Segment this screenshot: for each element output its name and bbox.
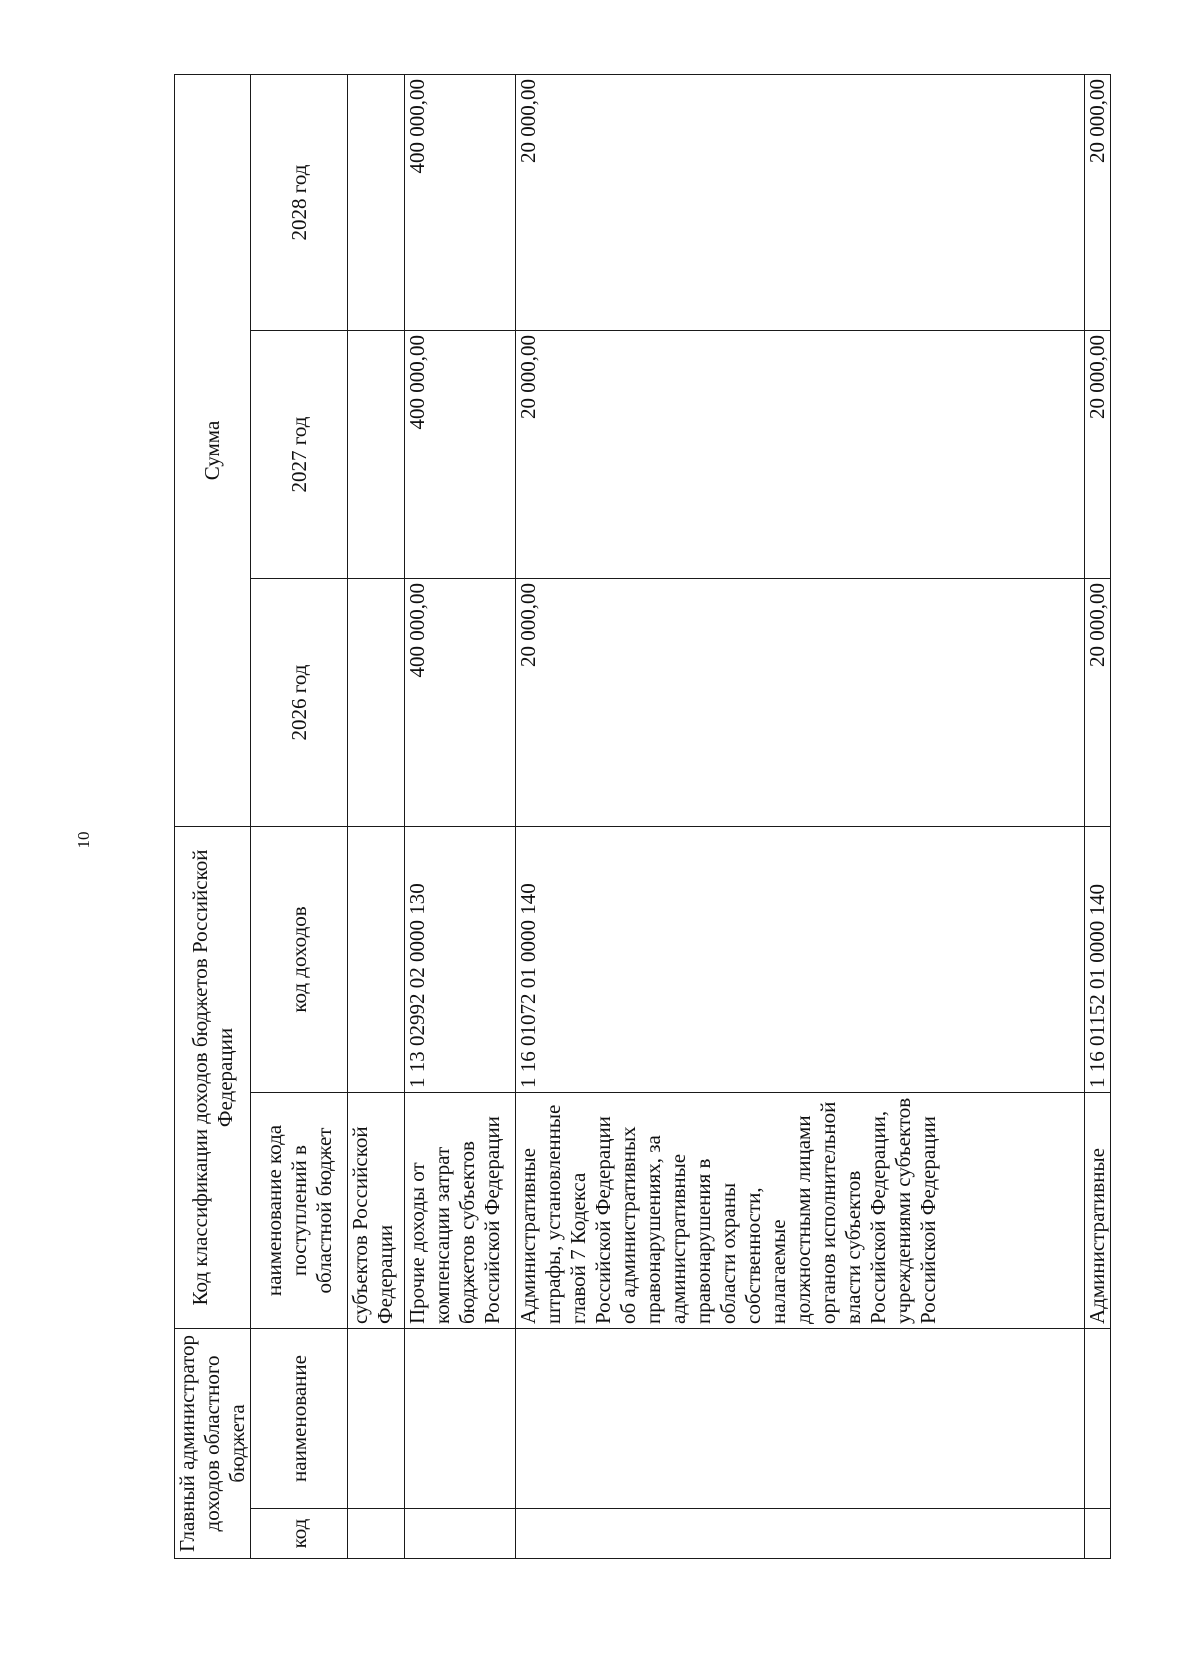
header-income-code: код доходов: [251, 826, 348, 1092]
cell-2026: 20 000,00: [516, 578, 1085, 826]
header-2028: 2028 год: [251, 74, 348, 330]
header-name: наименование: [251, 1329, 348, 1509]
header-sum-group: Сумма: [175, 74, 251, 826]
cell-code: [348, 1509, 405, 1559]
header-row-columns: [251, 74, 348, 1558]
header-receipt-name: наименование кода поступлений в областной бюджет: [251, 1093, 348, 1329]
page-number: 10: [74, 831, 93, 849]
cell-2028: 400 000,00: [405, 74, 516, 330]
cell-2027: 400 000,00: [405, 330, 516, 578]
table-row: [405, 74, 516, 1558]
cell-name: [516, 1329, 1085, 1509]
cell-2028: 20 000,00: [516, 74, 1085, 330]
header-row-groups: [175, 74, 251, 1558]
cell-code: [1085, 1509, 1111, 1559]
header-classification-group: Код классификации доходов бюджетов Российской Федерации: [175, 826, 251, 1328]
table-row: [516, 74, 1085, 1558]
header-code: код: [251, 1509, 348, 1559]
rotated-page: [0, 78, 1200, 1669]
cell-receipt-name: Административные штрафы, установленные главой 7 Кодекса Российской Федерации об административных правонарушениях, за административные правонарушения в области охраны собственности, налагаемые должностными лицами органов исполнительной власти субъектов Российской Федерации, учреждениями субъектов Российской Федерации: [516, 1093, 1085, 1329]
cell-2026: [348, 578, 405, 826]
cell-2028: 20 000,00: [1085, 74, 1111, 330]
cell-income-code: 1 13 02992 02 0000 130: [405, 826, 516, 1092]
cell-income-code: 1 16 01072 01 0000 140: [516, 826, 1085, 1092]
cell-income-code: 1 16 01152 01 0000 140: [1085, 826, 1111, 1092]
header-2026: 2026 год: [251, 578, 348, 826]
cell-code: [405, 1509, 516, 1559]
cell-receipt-name: Прочие доходы от компенсации затрат бюджетов субъектов Российской Федерации: [405, 1093, 516, 1329]
table-row: [1085, 74, 1111, 1558]
cell-income-code: [348, 826, 405, 1092]
cell-code: [516, 1509, 1085, 1559]
header-admin-group: Главный администратор доходов областного бюджета: [175, 1329, 251, 1559]
cell-2027: [348, 330, 405, 578]
cell-name: [1085, 1329, 1111, 1509]
cell-name: [348, 1329, 405, 1509]
cell-name: [405, 1329, 516, 1509]
cell-2027: 20 000,00: [516, 330, 1085, 578]
cell-2026: 20 000,00: [1085, 578, 1111, 826]
table-row: [348, 74, 405, 1558]
revenue-table: [174, 74, 1111, 1559]
cell-receipt-name: Административные: [1085, 1093, 1111, 1329]
cell-2028: [348, 74, 405, 330]
cell-2026: 400 000,00: [405, 578, 516, 826]
cell-receipt-name: субъектов Российской Федерации: [348, 1093, 405, 1329]
header-2027: 2027 год: [251, 330, 348, 578]
cell-2027: 20 000,00: [1085, 330, 1111, 578]
